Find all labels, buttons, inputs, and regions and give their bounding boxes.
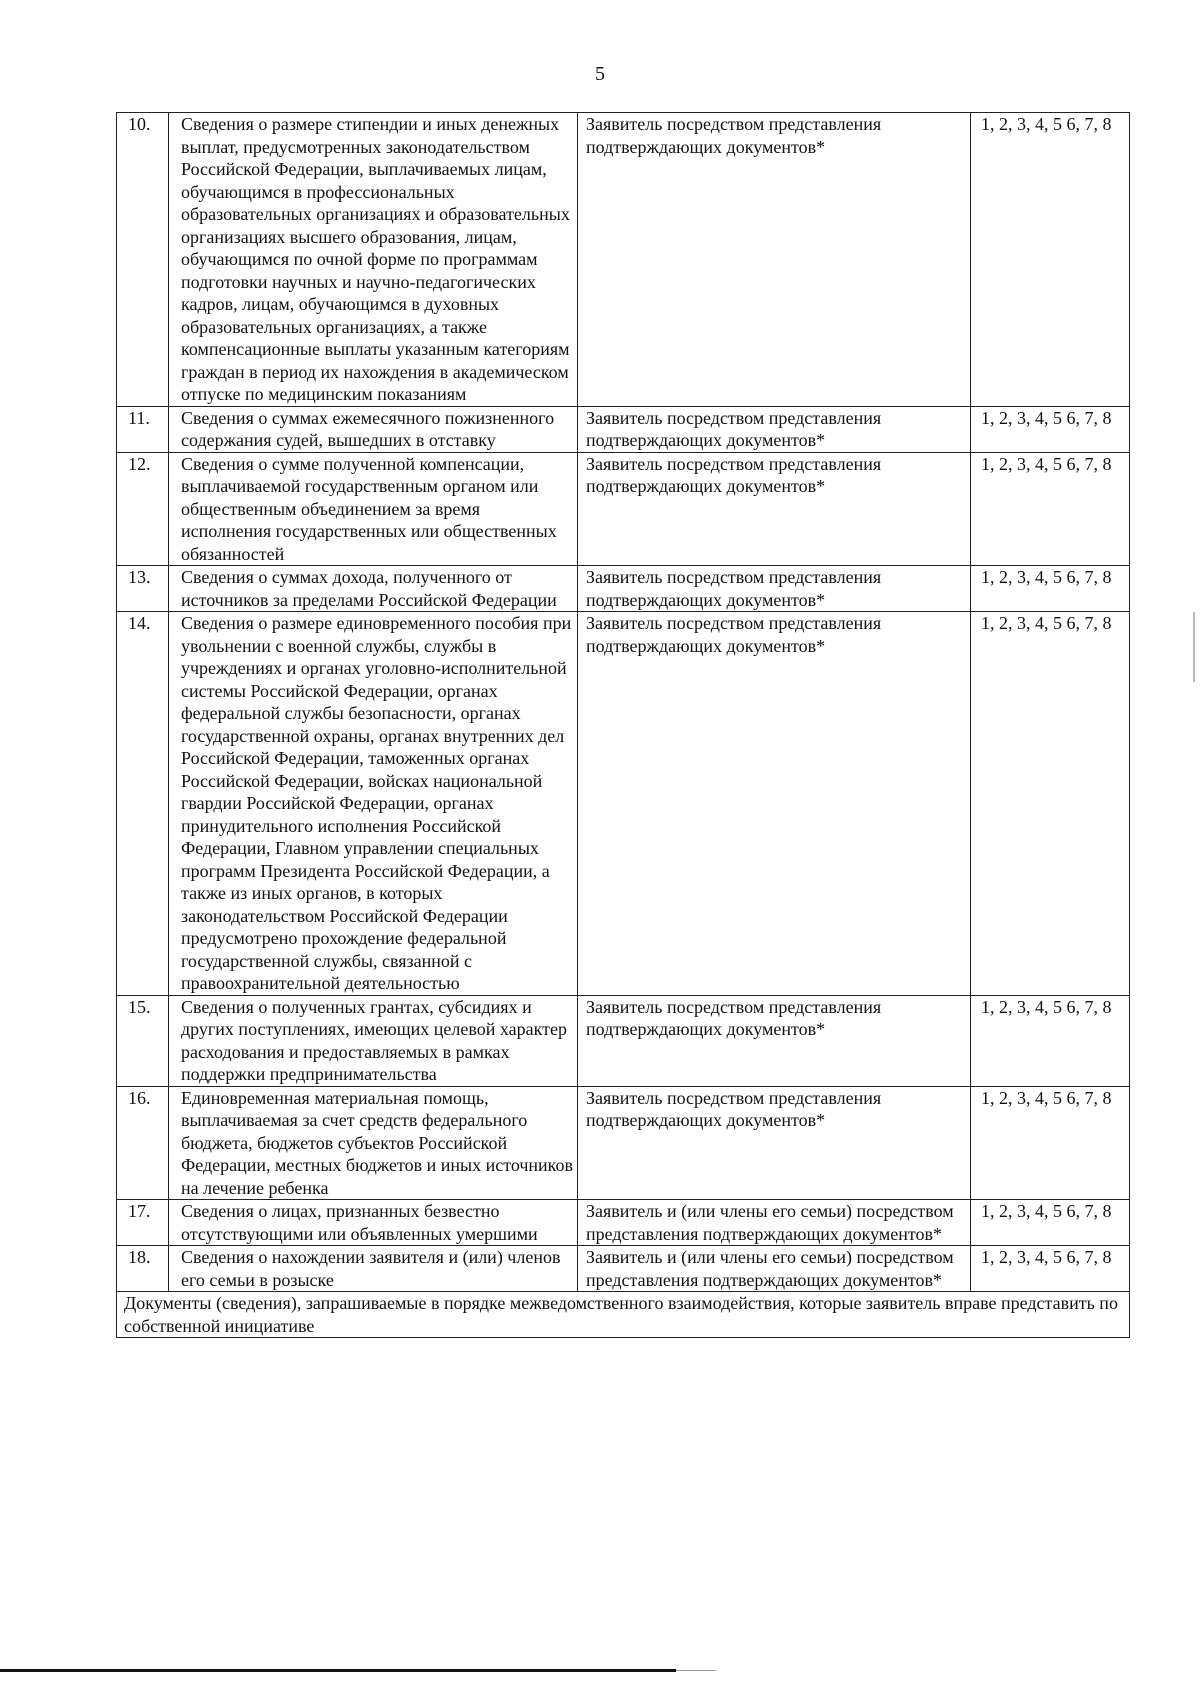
bottom-rule-tail	[676, 1670, 716, 1671]
row-number: 17.	[117, 1200, 169, 1246]
row-number: 15.	[117, 995, 169, 1086]
table-row	[117, 452, 1130, 566]
codes-cell: 1, 2, 3, 4, 5 6, 7, 8	[971, 566, 1130, 612]
info-cell: Сведения о суммах дохода, полученного от источников за пределами Российской Федерации	[169, 566, 578, 612]
info-cell: Сведения о суммах ежемесячного пожизненного содержания судей, вышедших в отставку	[169, 406, 578, 452]
info-cell: Сведения о нахождении заявителя и (или) членов его семьи в розыске	[169, 1246, 578, 1292]
source-cell: Заявитель посредством представления подтверждающих документов*	[578, 612, 971, 996]
codes-cell: 1, 2, 3, 4, 5 6, 7, 8	[971, 1200, 1130, 1246]
table-row	[117, 612, 1130, 996]
row-number: 18.	[117, 1246, 169, 1292]
source-cell: Заявитель и (или члены его семьи) посредством представления подтверждающих документов*	[578, 1246, 971, 1292]
source-cell: Заявитель посредством представления подтверждающих документов*	[578, 452, 971, 566]
info-cell: Единовременная материальная помощь, выплачиваемая за счет средств федерального бюджета, бюджетов субъектов Российской Федерации, местных бюджетов и иных источников на лечение ребенка	[169, 1086, 578, 1200]
bottom-rule	[0, 1669, 676, 1672]
table-row	[117, 1246, 1130, 1292]
footer-row	[117, 1292, 1130, 1338]
scan-edge-mark	[1193, 612, 1195, 682]
footer-note: Документы (сведения), запрашиваемые в порядке межведомственного взаимодействия, которые заявитель вправе представить по собственной инициативе	[117, 1292, 1130, 1338]
row-number: 11.	[117, 406, 169, 452]
info-cell: Сведения о размере единовременного пособия при увольнении с военной службы, службы в учреждениях и органах уголовно-исполнительной системы Российской Федерации, органах федеральной службы безопасности, органах государственной охраны, органах внутренних дел Российской Федерации, таможенных органах Российской Федерации, войсках национальной гвардии Российской Федерации, органах принудительного исполнения Российской Федерации, Главном управлении специальных программ Президента Российской Федерации, а также из иных органов, в которых законодательством Российской Федерации предусмотрено прохождение федеральной государственной службы, связанной с правоохранительной деятельностью	[169, 612, 578, 996]
table-row	[117, 1086, 1130, 1200]
row-number: 10.	[117, 113, 169, 407]
table-row	[117, 566, 1130, 612]
row-number: 16.	[117, 1086, 169, 1200]
source-cell: Заявитель посредством представления подтверждающих документов*	[578, 1086, 971, 1200]
row-number: 12.	[117, 452, 169, 566]
info-cell: Сведения о сумме полученной компенсации, выплачиваемой государственным органом или общественным объединением за время исполнения государственных или общественных обязанностей	[169, 452, 578, 566]
source-cell: Заявитель посредством представления подтверждающих документов*	[578, 995, 971, 1086]
codes-cell: 1, 2, 3, 4, 5 6, 7, 8	[971, 995, 1130, 1086]
source-cell: Заявитель посредством представления подтверждающих документов*	[578, 113, 971, 407]
info-cell: Сведения о размере стипендии и иных денежных выплат, предусмотренных законодательством Российской Федерации, выплачиваемых лицам, обучающимся в профессиональных образовательных организациях и образовательных организациях высшего образования, лицам, обучающимся по очной форме по программам подготовки научных и научно-педагогических кадров, лицам, обучающимся в духовных образовательных организациях, а также компенсационные выплаты указанным категориям граждан в период их нахождения в академическом отпуске по медицинским показаниям	[169, 113, 578, 407]
codes-cell: 1, 2, 3, 4, 5 6, 7, 8	[971, 113, 1130, 407]
table-row	[117, 113, 1130, 407]
row-number: 14.	[117, 612, 169, 996]
codes-cell: 1, 2, 3, 4, 5 6, 7, 8	[971, 406, 1130, 452]
info-cell: Сведения о полученных грантах, субсидиях и других поступлениях, имеющих целевой характер расходования и предоставляемых в рамках поддержки предпринимательства	[169, 995, 578, 1086]
page-number: 5	[595, 63, 605, 85]
info-cell: Сведения о лицах, признанных безвестно отсутствующими или объявленных умершими	[169, 1200, 578, 1246]
source-cell: Заявитель и (или члены его семьи) посредством представления подтверждающих документов*	[578, 1200, 971, 1246]
codes-cell: 1, 2, 3, 4, 5 6, 7, 8	[971, 452, 1130, 566]
codes-cell: 1, 2, 3, 4, 5 6, 7, 8	[971, 612, 1130, 996]
row-number: 13.	[117, 566, 169, 612]
source-cell: Заявитель посредством представления подтверждающих документов*	[578, 566, 971, 612]
codes-cell: 1, 2, 3, 4, 5 6, 7, 8	[971, 1246, 1130, 1292]
source-cell: Заявитель посредством представления подтверждающих документов*	[578, 406, 971, 452]
table-row	[117, 995, 1130, 1086]
codes-cell: 1, 2, 3, 4, 5 6, 7, 8	[971, 1086, 1130, 1200]
table-row	[117, 1200, 1130, 1246]
table-row	[117, 406, 1130, 452]
documents-table	[116, 112, 1130, 1338]
